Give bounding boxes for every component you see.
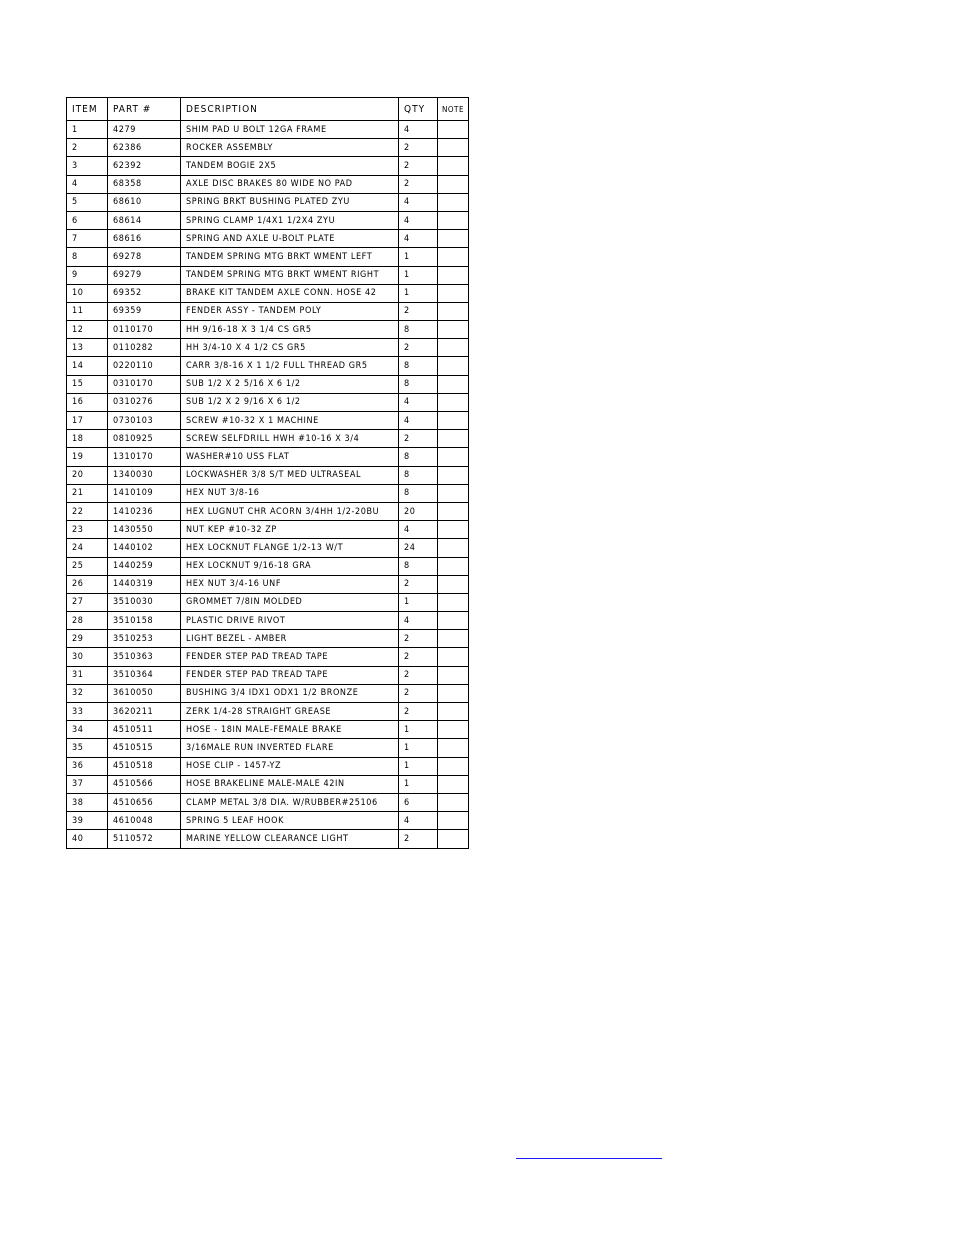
cell-note [438, 793, 469, 811]
cell-note [438, 448, 469, 466]
cell-part-number: 4510566 [108, 775, 181, 793]
cell-note [438, 357, 469, 375]
cell-item: 21 [67, 484, 108, 502]
cell-description: HEX LUGNUT CHR ACORN 3/4HH 1/2-20BU [181, 502, 399, 520]
header-item: ITEM [67, 98, 108, 121]
cell-qty: 2 [399, 157, 438, 175]
table-row [67, 412, 469, 430]
cell-qty: 2 [399, 575, 438, 593]
cell-description: HEX NUT 3/8-16 [181, 484, 399, 502]
table-row [67, 139, 469, 157]
cell-part-number: 0310276 [108, 393, 181, 411]
cell-note [438, 684, 469, 702]
table-row [67, 157, 469, 175]
cell-qty: 1 [399, 739, 438, 757]
cell-part-number: 3510158 [108, 612, 181, 630]
cell-description: BUSHING 3/4 IDX1 ODX1 1/2 BRONZE [181, 684, 399, 702]
cell-part-number: 1440102 [108, 539, 181, 557]
cell-qty: 20 [399, 502, 438, 520]
cell-description: SPRING 5 LEAF HOOK [181, 812, 399, 830]
cell-note [438, 539, 469, 557]
cell-item: 38 [67, 793, 108, 811]
cell-description: FENDER STEP PAD TREAD TAPE [181, 666, 399, 684]
cell-description: SCREW SELFDRILL HWH #10-16 X 3/4 [181, 430, 399, 448]
cell-qty: 4 [399, 812, 438, 830]
table-row [67, 357, 469, 375]
cell-description: SPRING CLAMP 1/4X1 1/2X4 ZYU [181, 211, 399, 229]
cell-note [438, 412, 469, 430]
cell-item: 28 [67, 612, 108, 630]
cell-description: BRAKE KIT TANDEM AXLE CONN. HOSE 42 [181, 284, 399, 302]
cell-qty: 2 [399, 630, 438, 648]
cell-part-number: 3510363 [108, 648, 181, 666]
cell-qty: 1 [399, 775, 438, 793]
table-row [67, 175, 469, 193]
cell-description: HOSE - 18IN MALE-FEMALE BRAKE [181, 721, 399, 739]
table-row [67, 466, 469, 484]
cell-note [438, 339, 469, 357]
cell-qty: 2 [399, 175, 438, 193]
cell-note [438, 230, 469, 248]
cell-qty: 1 [399, 266, 438, 284]
cell-description: SHIM PAD U BOLT 12GA FRAME [181, 121, 399, 139]
cell-part-number: 3510030 [108, 593, 181, 611]
header-qty: QTY [399, 98, 438, 121]
table-row [67, 684, 469, 702]
table-row [67, 630, 469, 648]
cell-part-number: 3510364 [108, 666, 181, 684]
cell-part-number: 68610 [108, 193, 181, 211]
cell-note [438, 521, 469, 539]
cell-part-number: 69352 [108, 284, 181, 302]
cell-note [438, 193, 469, 211]
cell-part-number: 69278 [108, 248, 181, 266]
cell-note [438, 721, 469, 739]
cell-item: 19 [67, 448, 108, 466]
cell-item: 4 [67, 175, 108, 193]
header-note: NOTE [438, 98, 469, 121]
cell-description: FENDER ASSY - TANDEM POLY [181, 302, 399, 320]
cell-part-number: 3510253 [108, 630, 181, 648]
cell-note [438, 612, 469, 630]
cell-part-number: 4510656 [108, 793, 181, 811]
cell-qty: 1 [399, 757, 438, 775]
cell-qty: 24 [399, 539, 438, 557]
cell-part-number: 0220110 [108, 357, 181, 375]
cell-part-number: 68616 [108, 230, 181, 248]
table-row [67, 121, 469, 139]
table-row [67, 502, 469, 520]
cell-item: 11 [67, 302, 108, 320]
table-row [67, 830, 469, 848]
cell-qty: 4 [399, 612, 438, 630]
cell-qty: 8 [399, 375, 438, 393]
table-row [67, 339, 469, 357]
cell-qty: 4 [399, 393, 438, 411]
table-row [67, 211, 469, 229]
cell-part-number: 0730103 [108, 412, 181, 430]
cell-item: 26 [67, 575, 108, 593]
cell-part-number: 0310170 [108, 375, 181, 393]
cell-part-number: 1410236 [108, 502, 181, 520]
cell-item: 17 [67, 412, 108, 430]
cell-item: 39 [67, 812, 108, 830]
cell-note [438, 430, 469, 448]
cell-part-number: 62392 [108, 157, 181, 175]
cell-part-number: 1340030 [108, 466, 181, 484]
cell-item: 10 [67, 284, 108, 302]
cell-qty: 4 [399, 230, 438, 248]
table-row [67, 521, 469, 539]
table-row [67, 284, 469, 302]
cell-note [438, 302, 469, 320]
cell-qty: 4 [399, 412, 438, 430]
cell-note [438, 121, 469, 139]
cell-note [438, 775, 469, 793]
cell-description: SPRING BRKT BUSHING PLATED ZYU [181, 193, 399, 211]
cell-part-number: 62386 [108, 139, 181, 157]
cell-qty: 2 [399, 139, 438, 157]
cell-description: ZERK 1/4-28 STRAIGHT GREASE [181, 703, 399, 721]
table-header-row [67, 98, 469, 121]
table-row [67, 666, 469, 684]
table-row [67, 393, 469, 411]
cell-part-number: 1440259 [108, 557, 181, 575]
cell-part-number: 4510511 [108, 721, 181, 739]
table-row [67, 266, 469, 284]
cell-qty: 8 [399, 466, 438, 484]
cell-item: 8 [67, 248, 108, 266]
cell-qty: 2 [399, 830, 438, 848]
cell-item: 18 [67, 430, 108, 448]
cell-item: 35 [67, 739, 108, 757]
cell-description: HOSE CLIP - 1457-YZ [181, 757, 399, 775]
cell-item: 13 [67, 339, 108, 357]
table-row [67, 448, 469, 466]
cell-qty: 2 [399, 302, 438, 320]
cell-note [438, 466, 469, 484]
cell-item: 33 [67, 703, 108, 721]
cell-part-number: 5110572 [108, 830, 181, 848]
table-row [67, 484, 469, 502]
cell-description: HEX LOCKNUT 9/16-18 GRA [181, 557, 399, 575]
header-description: DESCRIPTION [181, 98, 399, 121]
cell-qty: 1 [399, 721, 438, 739]
cell-part-number: 1410109 [108, 484, 181, 502]
cell-item: 5 [67, 193, 108, 211]
cell-qty: 4 [399, 121, 438, 139]
cell-part-number: 3620211 [108, 703, 181, 721]
cell-qty: 2 [399, 703, 438, 721]
cell-part-number: 68358 [108, 175, 181, 193]
cell-item: 23 [67, 521, 108, 539]
cell-note [438, 248, 469, 266]
cell-note [438, 648, 469, 666]
cell-note [438, 502, 469, 520]
table-row [67, 703, 469, 721]
cell-note [438, 830, 469, 848]
cell-qty: 8 [399, 448, 438, 466]
cell-part-number: 68614 [108, 211, 181, 229]
cell-note [438, 557, 469, 575]
cell-item: 3 [67, 157, 108, 175]
cell-description: MARINE YELLOW CLEARANCE LIGHT [181, 830, 399, 848]
cell-item: 22 [67, 502, 108, 520]
cell-qty: 1 [399, 248, 438, 266]
cell-part-number: 0110282 [108, 339, 181, 357]
table-row [67, 775, 469, 793]
cell-description: WASHER#10 USS FLAT [181, 448, 399, 466]
cell-qty: 1 [399, 284, 438, 302]
cell-item: 32 [67, 684, 108, 702]
cell-item: 20 [67, 466, 108, 484]
cell-part-number: 1310170 [108, 448, 181, 466]
cell-item: 9 [67, 266, 108, 284]
cell-item: 40 [67, 830, 108, 848]
cell-note [438, 812, 469, 830]
cell-description: HH 3/4-10 X 4 1/2 CS GR5 [181, 339, 399, 357]
cell-qty: 2 [399, 648, 438, 666]
cell-item: 7 [67, 230, 108, 248]
cell-description: CARR 3/8-16 X 1 1/2 FULL THREAD GR5 [181, 357, 399, 375]
cell-part-number: 69279 [108, 266, 181, 284]
header-part-number: PART # [108, 98, 181, 121]
footer-link-underline[interactable] [516, 1158, 662, 1159]
table-row [67, 812, 469, 830]
cell-note [438, 484, 469, 502]
table-row [67, 539, 469, 557]
cell-description: TANDEM SPRING MTG BRKT WMENT LEFT [181, 248, 399, 266]
cell-description: LOCKWASHER 3/8 S/T MED ULTRASEAL [181, 466, 399, 484]
cell-note [438, 703, 469, 721]
cell-item: 14 [67, 357, 108, 375]
cell-part-number: 4510518 [108, 757, 181, 775]
cell-note [438, 175, 469, 193]
table-row [67, 321, 469, 339]
cell-description: TANDEM SPRING MTG BRKT WMENT RIGHT [181, 266, 399, 284]
table-row [67, 593, 469, 611]
table-row [67, 557, 469, 575]
cell-note [438, 393, 469, 411]
cell-part-number: 1430550 [108, 521, 181, 539]
cell-item: 6 [67, 211, 108, 229]
cell-description: HEX LOCKNUT FLANGE 1/2-13 W/T [181, 539, 399, 557]
cell-item: 31 [67, 666, 108, 684]
cell-note [438, 575, 469, 593]
cell-description: SUB 1/2 X 2 9/16 X 6 1/2 [181, 393, 399, 411]
cell-description: NUT KEP #10-32 ZP [181, 521, 399, 539]
cell-part-number: 3610050 [108, 684, 181, 702]
table-row [67, 721, 469, 739]
cell-note [438, 266, 469, 284]
cell-description: PLASTIC DRIVE RIVOT [181, 612, 399, 630]
parts-list-table [66, 97, 469, 849]
cell-qty: 1 [399, 593, 438, 611]
cell-item: 34 [67, 721, 108, 739]
cell-description: TANDEM BOGIE 2X5 [181, 157, 399, 175]
cell-note [438, 211, 469, 229]
cell-note [438, 630, 469, 648]
cell-note [438, 375, 469, 393]
cell-qty: 8 [399, 557, 438, 575]
parts-table-body [67, 121, 469, 849]
cell-part-number: 4610048 [108, 812, 181, 830]
cell-item: 25 [67, 557, 108, 575]
cell-qty: 2 [399, 339, 438, 357]
cell-item: 12 [67, 321, 108, 339]
cell-qty: 4 [399, 211, 438, 229]
cell-part-number: 69359 [108, 302, 181, 320]
table-row [67, 739, 469, 757]
cell-note [438, 757, 469, 775]
cell-part-number: 0110170 [108, 321, 181, 339]
cell-qty: 4 [399, 521, 438, 539]
table-row [67, 248, 469, 266]
cell-description: ROCKER ASSEMBLY [181, 139, 399, 157]
cell-note [438, 284, 469, 302]
cell-description: CLAMP METAL 3/8 DIA. W/RUBBER#25106 [181, 793, 399, 811]
cell-item: 16 [67, 393, 108, 411]
table-row [67, 430, 469, 448]
cell-note [438, 739, 469, 757]
cell-part-number: 0810925 [108, 430, 181, 448]
cell-qty: 2 [399, 684, 438, 702]
cell-description: FENDER STEP PAD TREAD TAPE [181, 648, 399, 666]
cell-qty: 4 [399, 193, 438, 211]
table-row [67, 575, 469, 593]
cell-item: 2 [67, 139, 108, 157]
table-row [67, 230, 469, 248]
cell-part-number: 4510515 [108, 739, 181, 757]
cell-item: 1 [67, 121, 108, 139]
cell-item: 36 [67, 757, 108, 775]
cell-description: HOSE BRAKELINE MALE-MALE 42IN [181, 775, 399, 793]
cell-part-number: 4279 [108, 121, 181, 139]
cell-qty: 2 [399, 666, 438, 684]
cell-note [438, 321, 469, 339]
cell-description: SPRING AND AXLE U-BOLT PLATE [181, 230, 399, 248]
table-row [67, 612, 469, 630]
cell-note [438, 593, 469, 611]
cell-description: 3/16MALE RUN INVERTED FLARE [181, 739, 399, 757]
cell-note [438, 157, 469, 175]
table-row [67, 648, 469, 666]
cell-qty: 8 [399, 484, 438, 502]
cell-description: SUB 1/2 X 2 5/16 X 6 1/2 [181, 375, 399, 393]
cell-qty: 2 [399, 430, 438, 448]
cell-item: 29 [67, 630, 108, 648]
cell-part-number: 1440319 [108, 575, 181, 593]
table-row [67, 375, 469, 393]
table-row [67, 302, 469, 320]
table-row [67, 793, 469, 811]
cell-description: AXLE DISC BRAKES 80 WIDE NO PAD [181, 175, 399, 193]
cell-item: 15 [67, 375, 108, 393]
cell-item: 30 [67, 648, 108, 666]
cell-item: 24 [67, 539, 108, 557]
cell-qty: 8 [399, 321, 438, 339]
cell-note [438, 666, 469, 684]
cell-qty: 6 [399, 793, 438, 811]
table-row [67, 193, 469, 211]
cell-note [438, 139, 469, 157]
table-row [67, 757, 469, 775]
cell-qty: 8 [399, 357, 438, 375]
cell-item: 37 [67, 775, 108, 793]
cell-description: HEX NUT 3/4-16 UNF [181, 575, 399, 593]
cell-description: SCREW #10-32 X 1 MACHINE [181, 412, 399, 430]
cell-description: GROMMET 7/8IN MOLDED [181, 593, 399, 611]
cell-description: HH 9/16-18 X 3 1/4 CS GR5 [181, 321, 399, 339]
cell-description: LIGHT BEZEL - AMBER [181, 630, 399, 648]
cell-item: 27 [67, 593, 108, 611]
